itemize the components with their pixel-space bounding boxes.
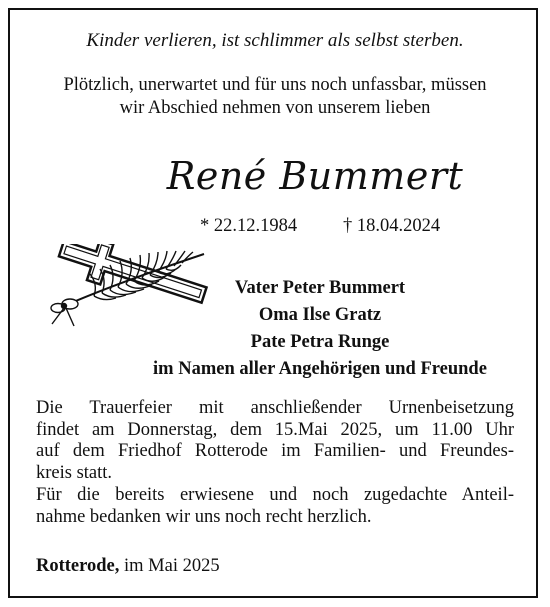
ceremony-text: [36, 398, 514, 484]
mourner: Oma Ilse Gratz: [258, 305, 382, 325]
intro-line: wir Abschied nehmen von unserem lieben: [119, 98, 431, 118]
mourner: Pate Petra Runge: [250, 332, 390, 352]
date: im Mai 2025: [124, 556, 220, 576]
mourner: im Namen aller Angehörigen und Freunde: [153, 359, 487, 379]
deceased-name: René Bummert: [166, 154, 464, 198]
place-date: [36, 556, 220, 577]
ceremony-line: findet am Donnerstag, dem 15.Mai 2025, um 11.00 Uhr: [36, 419, 514, 440]
mourners-list: [90, 275, 550, 383]
mourner: Vater Peter Bummert: [234, 278, 406, 298]
place: Rotterode,: [36, 556, 120, 576]
death-date: † 18.04.2024: [343, 216, 441, 236]
birth-date: * 22.12.1984: [200, 216, 298, 236]
thanks-line: nahme bedanken wir uns noch recht herzlich.: [36, 506, 372, 527]
ceremony-line: Die Trauerfeier mit anschließender Urnenbeisetzung: [36, 398, 514, 418]
ceremony-line: kreis statt.: [36, 462, 113, 483]
thanks-line: Für die bereits erwiesene und noch zugedachte Anteil-: [36, 485, 514, 505]
intro-text: [0, 74, 550, 120]
motto: Kinder verlieren, ist schlimmer als selbst sterben.: [86, 30, 464, 51]
ceremony-line: auf dem Friedhof Rotterode im Familien- und Freundes-: [36, 441, 514, 461]
thanks-text: [36, 485, 514, 528]
intro-line: Plötzlich, unerwartet und für uns noch unfassbar, müssen: [63, 75, 487, 95]
